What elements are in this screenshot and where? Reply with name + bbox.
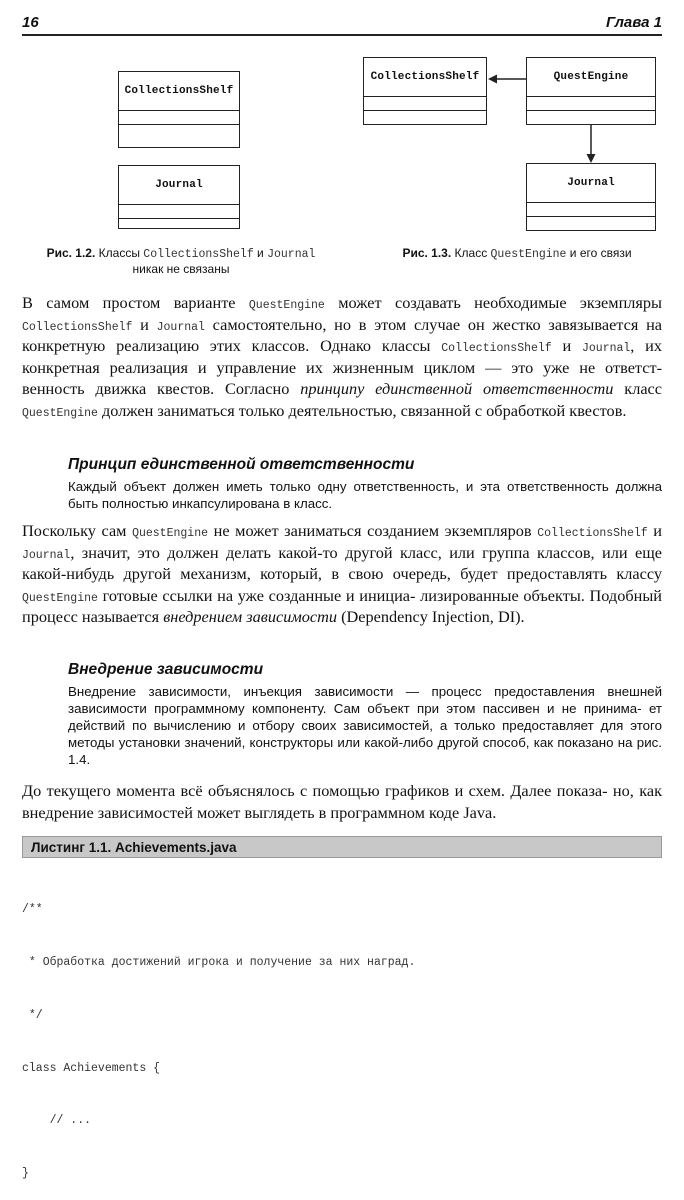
text: , их — [630, 336, 663, 355]
page-header — [22, 10, 662, 36]
text: Поскольку сам — [22, 521, 133, 540]
uml-compartment — [364, 111, 486, 124]
inline-code: CollectionsShelf — [537, 527, 648, 540]
listing-title: Листинг 1.1. Achievements.java — [22, 836, 662, 858]
code-line: class Achievements { — [22, 1061, 161, 1075]
uml-class-journal — [118, 165, 240, 229]
uml-class-name: QuestEngine — [527, 58, 655, 97]
text: лизированные объекты. Подобный процесс называется — [22, 585, 662, 626]
definition-text — [68, 478, 662, 512]
uml-compartment — [527, 217, 655, 230]
paragraph-1 — [22, 292, 662, 421]
text: Внедрение зависимости, инъекция зависимости — процесс предоставления внешней — [68, 684, 662, 699]
paragraph-3 — [22, 780, 662, 823]
code-line: } — [22, 1167, 29, 1181]
inline-code: QuestEngine — [22, 591, 98, 605]
text: и — [551, 336, 582, 355]
text: Каждый объект должен иметь только одну ответственность, и эта ответственность — [68, 479, 609, 494]
text: конкретную реализацию этих классов. Однако классы — [22, 336, 442, 355]
text: конкретная реализация и управление их жизненным циклом — это уже не ответст- — [22, 357, 662, 377]
text: и — [647, 521, 662, 540]
inline-code: QuestEngine — [22, 406, 98, 420]
uml-class-collectionsshelf — [363, 57, 487, 125]
text: этого методы установки значений, конструкторы или какой-либо другой способ, как — [68, 718, 662, 750]
uml-class-name: CollectionsShelf — [119, 72, 239, 111]
text: венность движка квестов. Согласно — [22, 379, 301, 398]
association-arrow-down — [587, 125, 596, 163]
text: и — [132, 314, 157, 334]
text: ет действий по вычислению и отбору своих зависимостей, а только предоставляет для — [68, 701, 662, 733]
inline-code: Journal — [581, 342, 631, 355]
caption-label: Рис. 1.3. — [402, 246, 452, 260]
text: группа классов, или еще какой-нибудь другой механизм, который, в свою очередь, — [22, 542, 662, 583]
inline-code: CollectionsShelf — [22, 320, 133, 334]
text: должна быть полностью инкапсулирована в класс. — [68, 479, 662, 511]
code-line: */ — [22, 1008, 43, 1022]
page-number: 16 — [22, 14, 39, 31]
caption-text: Класс — [451, 246, 491, 260]
text: В самом простом варианте — [22, 293, 249, 312]
inline-code: Journal — [22, 548, 71, 562]
uml-compartment — [527, 203, 655, 217]
definition-srp — [68, 456, 662, 512]
text: квестов. — [569, 400, 627, 420]
text: класс — [624, 379, 662, 398]
paragraph-2 — [22, 520, 662, 628]
caption-text: и — [253, 246, 268, 260]
uml-compartment — [119, 125, 239, 138]
uml-compartment — [119, 111, 239, 125]
uml-class-name: Journal — [527, 164, 655, 203]
uml-compartment — [119, 219, 239, 232]
inline-code: QuestEngine — [248, 299, 325, 312]
text: (Dependency Injection, DI). — [341, 607, 525, 626]
association-arrow-left — [488, 75, 526, 84]
uml-class-name: Journal — [119, 166, 239, 205]
inline-code: CollectionsShelf — [441, 342, 552, 355]
text: готовые ссылки на уже созданные и инициа- — [97, 585, 416, 605]
uml-class-name: CollectionsShelf — [364, 58, 486, 97]
figure-caption-1-2 — [30, 245, 332, 277]
code-line: * Обработка достижений игрока и получение за них наград. — [22, 955, 416, 969]
caption-text: Классы — [95, 246, 144, 260]
text: не может заниматься созданием экземпляров — [208, 521, 532, 540]
text: , значит, это должен делать какой-то другой класс, или — [70, 542, 475, 562]
caption-label: Рис. 1.2. — [46, 246, 96, 260]
definition-title: Внедрение зависимости — [68, 661, 264, 678]
uml-compartment — [119, 205, 239, 219]
text: но, как внедрение зависимостей может выглядеть в программном коде Java. — [22, 781, 662, 822]
uml-class-collectionsshelf — [118, 71, 240, 148]
inline-code: Journal — [156, 320, 205, 334]
text: зависимости программному компоненту. Сам объект при этом пассивен и не принима- — [68, 701, 642, 716]
uml-compartment — [364, 97, 486, 111]
text: До текущего момента всё объяснялось с помощью графиков и схем. Далее показа- — [22, 781, 608, 800]
emphasis: внедрением зависимости — [163, 607, 337, 626]
code-line: /** — [22, 903, 43, 917]
definition-di — [68, 661, 662, 768]
inline-code: QuestEngine — [132, 527, 208, 540]
uml-class-journal — [526, 163, 656, 231]
definition-title: Принцип единственной ответственности — [68, 456, 415, 473]
code-line: // ... — [22, 1114, 92, 1128]
text: будет предоставлять классу — [460, 564, 662, 583]
chapter-title: Глава 1 — [605, 14, 662, 31]
definition-text — [68, 683, 662, 768]
text: показано на рис. 1.4. — [68, 735, 662, 767]
caption-code: CollectionsShelf — [143, 248, 254, 261]
caption-text: никак не связаны — [132, 262, 230, 276]
caption-code: QuestEngine — [490, 248, 567, 261]
caption-code: Journal — [267, 248, 316, 261]
caption-text: и его связи — [566, 246, 632, 260]
uml-associations — [480, 60, 610, 170]
emphasis: принципу единственной ответственности — [300, 379, 614, 398]
text: должен заниматься только деятельностью, связанной с обработкой — [97, 400, 566, 420]
text: может создавать необходимые экземпляры — [324, 293, 662, 312]
figure-caption-1-3 — [372, 245, 662, 261]
code-block — [22, 866, 415, 1200]
text: самостоятельно, но в этом случае он жестко завязывается на — [204, 314, 663, 334]
